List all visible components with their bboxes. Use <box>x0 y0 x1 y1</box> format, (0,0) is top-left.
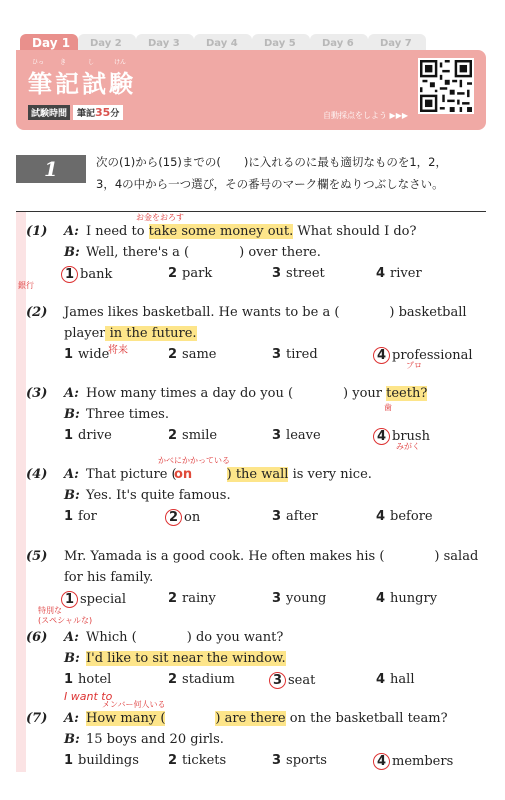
speaker-label: A: <box>64 711 79 726</box>
option-text: rainy <box>182 591 216 606</box>
speaker-label: B: <box>64 407 80 422</box>
option-text: before <box>390 509 433 524</box>
answer-options <box>64 672 484 690</box>
option-text: after <box>286 509 318 524</box>
furigana: き <box>60 59 67 66</box>
tab-day-5[interactable]: Day 5 <box>252 34 310 54</box>
question-line <box>64 732 274 747</box>
option-number: 4 <box>373 347 390 364</box>
question-text: James likes basketball. He wants to be a ( <box>64 305 340 320</box>
option-number: 2 <box>168 428 178 443</box>
handwritten-note: 歯 <box>384 403 392 412</box>
time-value <box>73 105 123 120</box>
question-text: player <box>64 326 106 341</box>
option-number: 3 <box>272 509 282 524</box>
question <box>26 386 486 464</box>
answer-option[interactable] <box>168 753 226 768</box>
option-text: park <box>182 266 213 281</box>
question-line <box>64 386 427 401</box>
option-text: professional <box>392 348 473 363</box>
answer-option[interactable] <box>272 753 327 768</box>
question-line <box>64 245 321 260</box>
speaker-label: B: <box>64 651 80 666</box>
option-text: hungry <box>390 591 438 606</box>
question-text: ) are there <box>215 711 286 726</box>
handwritten-answer: on <box>174 467 193 482</box>
question-text: That picture ( <box>86 467 177 482</box>
option-number: 1 <box>64 428 74 443</box>
answer-options <box>64 591 484 609</box>
question-line <box>64 570 203 585</box>
exam-time <box>28 106 123 119</box>
option-number: 2 <box>168 591 178 606</box>
question-number: (7) <box>26 711 48 726</box>
question-text: Three times. <box>86 407 169 422</box>
answer-option[interactable] <box>272 266 325 281</box>
question-line <box>64 630 283 645</box>
option-number: 3 <box>269 672 286 689</box>
question-text: What should I do? <box>293 224 417 239</box>
option-text: special <box>80 592 127 607</box>
option-text: buildings <box>78 753 139 768</box>
answer-option[interactable] <box>64 591 126 608</box>
answer-option[interactable] <box>168 509 200 526</box>
question-number: (2) <box>26 305 48 320</box>
option-text: sports <box>286 753 327 768</box>
option-text: hotel <box>78 672 112 687</box>
divider <box>16 211 486 212</box>
handwritten-note: 将来 <box>108 345 128 356</box>
question <box>26 305 486 383</box>
answer-options <box>64 428 484 446</box>
answer-option[interactable] <box>376 672 415 687</box>
question-text: take some money out. <box>148 224 294 239</box>
tab-day-6[interactable]: Day 6 <box>310 34 368 54</box>
answer-options <box>64 266 484 284</box>
handwritten-note: かべにかかっている <box>158 456 230 465</box>
option-text: wide <box>78 347 110 362</box>
speaker-label: A: <box>64 224 79 239</box>
question-number: (1) <box>26 224 48 239</box>
question-text: on the basketball team? <box>285 711 448 726</box>
question-text: ) salad <box>434 549 479 564</box>
option-text: bank <box>80 267 113 282</box>
time-label: 試験時間 <box>28 105 70 120</box>
instruction-line: 3，4の中から一つ選び，その番号のマーク欄をぬりつぶしなさい。 <box>96 177 444 191</box>
answer-option[interactable] <box>168 591 216 606</box>
option-number: 1 <box>64 753 74 768</box>
answer-option[interactable] <box>64 266 112 283</box>
answer-option[interactable] <box>272 672 315 689</box>
option-number: 1 <box>64 509 74 524</box>
question <box>26 700 486 789</box>
answer-option[interactable] <box>64 753 139 768</box>
question-text: ) basketball <box>389 305 467 320</box>
question <box>26 456 486 545</box>
tab-day-1[interactable]: Day 1 <box>20 34 78 54</box>
time-prefix: 筆記 <box>77 109 96 119</box>
tab-day-3[interactable]: Day 3 <box>136 34 194 54</box>
handwritten-note: メンバー何人いる <box>102 700 166 709</box>
question-text: teeth? <box>386 386 428 401</box>
answer-option[interactable] <box>376 509 433 524</box>
section-number: 1 <box>16 155 86 183</box>
option-text: drive <box>78 428 112 443</box>
question-number: (4) <box>26 467 48 482</box>
answer-option[interactable] <box>64 428 112 443</box>
option-text: stadium <box>182 672 235 687</box>
answer-option[interactable] <box>376 753 453 770</box>
option-text: street <box>286 266 325 281</box>
question-text: Well, there's a ( <box>86 245 190 260</box>
answer-option[interactable] <box>272 428 321 443</box>
answer-options <box>64 753 484 771</box>
handwritten-note: (スペシャルな) <box>38 616 93 625</box>
instruction-line: 次の(1)から(15)までの( )に入れるのに最も適切なものを1，2， <box>96 155 447 169</box>
option-number: 3 <box>272 347 282 362</box>
question-text: is very nice. <box>288 467 372 482</box>
answer-option[interactable] <box>168 428 217 443</box>
question-text: How many ( <box>86 711 166 726</box>
option-number: 3 <box>272 753 282 768</box>
option-number: 2 <box>165 509 182 526</box>
option-number: 2 <box>168 266 178 281</box>
question-text: for his family. <box>64 570 154 585</box>
option-number: 1 <box>61 266 78 283</box>
speaker-label: B: <box>64 488 80 503</box>
auto-grade-link[interactable]: 自動採点をしよう ▶▶▶ <box>323 111 408 120</box>
question-text: in the future. <box>105 326 197 341</box>
option-number: 3 <box>272 591 282 606</box>
option-text: young <box>286 591 327 606</box>
speaker-label: A: <box>64 630 79 645</box>
question-line <box>64 305 467 320</box>
question <box>26 630 486 708</box>
option-number: 4 <box>376 672 386 687</box>
answer-option[interactable] <box>272 591 326 606</box>
question-text: Yes. It's quite famous. <box>86 488 231 503</box>
option-number: 1 <box>64 347 74 362</box>
answer-option[interactable] <box>376 591 437 606</box>
option-text: on <box>184 510 201 525</box>
question-text: Which ( <box>86 630 137 645</box>
question-number: (3) <box>26 386 48 401</box>
option-text: river <box>390 266 422 281</box>
instructions <box>96 151 486 195</box>
handwritten-note: お金をおろす <box>136 213 184 222</box>
handwritten-note: 特別な <box>38 606 62 615</box>
answer-option[interactable] <box>272 347 318 362</box>
option-number: 2 <box>168 753 178 768</box>
answer-option[interactable] <box>64 509 97 524</box>
furigana: けん <box>114 59 127 66</box>
question <box>26 549 486 627</box>
furigana: ひっ <box>32 59 45 66</box>
answer-option[interactable] <box>376 266 422 281</box>
option-number: 3 <box>272 428 282 443</box>
question-line <box>64 467 372 482</box>
option-number: 4 <box>376 509 386 524</box>
answer-options <box>64 509 484 527</box>
question-line <box>64 224 416 239</box>
answer-option[interactable] <box>64 347 109 362</box>
option-number: 2 <box>168 347 178 362</box>
time-number: 35 <box>95 106 111 119</box>
qr-code-icon <box>420 60 472 112</box>
question-text: How many times a day do you ( <box>86 386 294 401</box>
question-line <box>64 711 448 726</box>
question-text: ) over there. <box>239 245 321 260</box>
question-text: ) your <box>343 386 387 401</box>
option-text: for <box>78 509 97 524</box>
option-text: smile <box>182 428 218 443</box>
page-title: 筆記試験 <box>28 70 136 98</box>
handwritten-note: プロ <box>406 361 422 370</box>
question-number: (5) <box>26 549 48 564</box>
option-text: tickets <box>182 753 227 768</box>
option-number: 3 <box>272 266 282 281</box>
option-number: 4 <box>373 428 390 445</box>
option-text: brush <box>392 429 430 444</box>
answer-option[interactable] <box>272 509 318 524</box>
question-text: Mr. Yamada is a good cook. He often makes his ( <box>64 549 385 564</box>
option-text: same <box>182 347 217 362</box>
question-text: ) the wall <box>226 467 289 482</box>
furigana: し <box>88 59 95 66</box>
option-number: 1 <box>64 672 74 687</box>
question-text: ) do you want? <box>186 630 284 645</box>
speaker-label: A: <box>64 467 79 482</box>
answer-option[interactable] <box>376 347 472 364</box>
answer-option[interactable] <box>168 266 212 281</box>
handwritten-note: みがく <box>396 442 420 451</box>
question-line <box>64 326 197 341</box>
handwritten-note: 銀行 <box>18 281 34 290</box>
option-text: seat <box>288 673 316 688</box>
speaker-label: A: <box>64 386 79 401</box>
answer-option[interactable] <box>168 672 235 687</box>
question-line <box>64 549 478 564</box>
speaker-label: B: <box>64 245 80 260</box>
option-text: leave <box>286 428 321 443</box>
option-text: hall <box>390 672 415 687</box>
question <box>18 213 486 302</box>
question-text: 15 boys and 20 girls. <box>86 732 224 747</box>
answer-option[interactable] <box>64 672 111 687</box>
option-number: 2 <box>168 672 178 687</box>
side-bar <box>16 212 26 772</box>
option-text: members <box>392 754 454 769</box>
question-text: I'd like to sit near the window. <box>86 651 286 666</box>
question-line <box>64 407 219 422</box>
question-line <box>64 651 336 666</box>
time-unit: 分 <box>110 109 120 119</box>
answer-option[interactable] <box>168 347 217 362</box>
tab-day-7[interactable]: Day 7 <box>368 34 426 54</box>
question-text: I need to <box>86 224 149 239</box>
exam-header <box>16 50 486 130</box>
speaker-label: B: <box>64 732 80 747</box>
option-number: 1 <box>61 591 78 608</box>
option-text: tired <box>286 347 318 362</box>
handwritten-note: I want to <box>64 690 113 703</box>
tab-day-2[interactable]: Day 2 <box>78 34 136 54</box>
option-number: 4 <box>373 753 390 770</box>
qr-code[interactable] <box>418 58 474 114</box>
question-number: (6) <box>26 630 48 645</box>
option-number: 4 <box>376 266 386 281</box>
question-line <box>64 488 281 503</box>
tab-day-4[interactable]: Day 4 <box>194 34 252 54</box>
option-number: 4 <box>376 591 386 606</box>
